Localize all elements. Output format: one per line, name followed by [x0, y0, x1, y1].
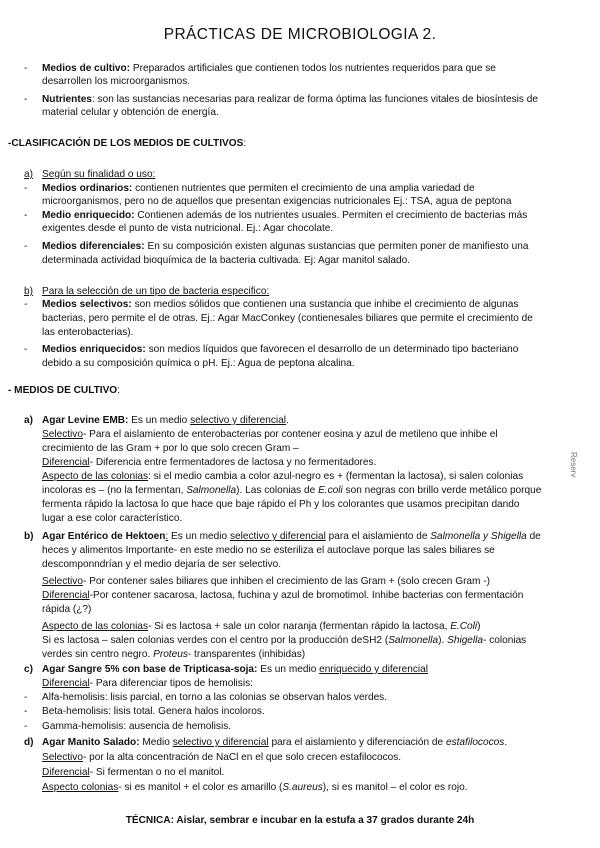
manito-aspecto — [42, 781, 468, 794]
punct: . — [286, 415, 289, 426]
subsection-a-marker — [24, 168, 33, 181]
aspecto-text: - colonias — [483, 635, 527, 646]
hektoen-diferencial-line2: rápida (¿?) — [42, 604, 92, 615]
diferencial-label: Diferencial — [42, 457, 90, 468]
medios-diferenciales-line1 — [42, 240, 528, 253]
manito-diferencial — [42, 766, 224, 779]
levine-aspecto-line2 — [42, 484, 541, 497]
manito-selectivo — [42, 751, 401, 764]
hektoen-aspecto-line1 — [42, 620, 481, 633]
punct: : — [165, 531, 169, 542]
diferencial-text: -Por contener sacarosa, lactosa, fuchina y azul de bromotimol. Inhibe bacterias con fermentación — [89, 590, 524, 601]
alfa-hemolisis: Alfa-hemolisis: lisis parcial, en torno a las colonias se observan halos verdes. — [42, 692, 388, 703]
marker-text: d) — [24, 737, 34, 748]
species-name: S.aureus — [282, 782, 323, 793]
marker-text: a) — [24, 169, 33, 180]
media-name: Agar Manito Salado: — [42, 737, 140, 748]
levine-aspecto-line1 — [42, 470, 523, 483]
beta-hemolisis: Beta-hemolisis: lisis total. Genera halos incoloros. — [42, 706, 265, 717]
item-text: Contienen además de los nutrientes usuales. Permiten el crecimiento de bacterias más — [134, 210, 528, 221]
species-name: Salmonella — [186, 485, 237, 496]
classification-heading — [8, 137, 246, 150]
item-text: son medios líquidos que favorecen el desarrollo de un determinado tipo bacteriano — [145, 344, 519, 355]
species-name: Proteus — [153, 649, 188, 660]
aspecto-text: ). — [438, 635, 448, 646]
diferencial-label: Diferencial — [42, 767, 90, 778]
list-dash: - — [24, 706, 28, 717]
item-term: Medio enriquecido: — [42, 210, 135, 221]
manito-marker — [24, 736, 34, 749]
aspecto-label: Aspecto colonias — [42, 782, 119, 793]
media-kind: selectivo y diferencial — [229, 531, 326, 542]
medios-enriquecidos-line1 — [42, 343, 518, 356]
media-intro: Es un medio — [257, 664, 320, 675]
list-dash: - — [24, 299, 28, 310]
levine-aspecto-line3: fermenta rápido la lactosa lo que hace que baje rápido el Ph y los colorantes que usamos precipitan dando — [42, 499, 520, 510]
selectivo-label: Selectivo — [42, 429, 83, 440]
media-intro: Medio — [139, 737, 173, 748]
aspecto-text: ), si es manitol – el color es rojo. — [322, 782, 468, 793]
heading-colon: : — [243, 138, 247, 149]
medios-ordinarios-line1 — [42, 182, 475, 195]
marker-text: a) — [24, 415, 33, 426]
def-term: Nutrientes — [42, 94, 92, 105]
marker-text: b) — [24, 531, 34, 542]
medios-ordinarios-line2: microorganismos, pero no de aquellos que presentan exigencias nutricionales Ej.: TSA, agua de peptona — [42, 196, 512, 207]
media-name: Agar Sangre 5% con base de Tripticasa-soja: — [42, 664, 258, 675]
media-text: para el aislamiento de — [325, 531, 431, 542]
medios-diferenciales-line2: determinada actividad bioquímica de la bacteria cultivada. Ej: Agar manitol salado. — [42, 255, 411, 266]
side-margin-text: Reserv — [569, 452, 578, 478]
media-heading — [8, 384, 120, 397]
species-name: E.coli — [318, 485, 343, 496]
subsection-a-label — [42, 168, 155, 181]
list-dash: - — [24, 241, 28, 252]
diferencial-label: Diferencial — [42, 678, 90, 689]
selectivo-label: Selectivo — [42, 752, 83, 763]
list-dash: - — [24, 94, 28, 105]
hektoen-aspecto-line3 — [42, 648, 305, 661]
media-intro: Es un medio — [128, 415, 191, 426]
hektoen-aspecto-line2 — [42, 634, 526, 647]
aspecto-text: - si es manitol + el color es amarillo ( — [118, 782, 283, 793]
selectivo-text: - Para el aislamiento de enterobacterias por contener eosina y azul de metileno que inhibe el — [82, 429, 498, 440]
species-name: Salmonella — [388, 635, 439, 646]
media-text: para el aislamiento y diferenciación de — [268, 737, 446, 748]
list-dash: - — [24, 344, 28, 355]
item-text: son medios sólidos que contienen una sustancia que inhibe el crecimiento de algunas — [131, 299, 519, 310]
marker-text: c) — [24, 664, 33, 675]
aspecto-label: Aspecto de las colonias — [42, 621, 149, 632]
aspecto-text: Si es lactosa – salen colonias verdes con el centro por la producción deSH2 ( — [42, 635, 389, 646]
sangre-marker — [24, 663, 33, 676]
list-dash: - — [24, 183, 28, 194]
species-name: Salmonella y Shigella — [430, 531, 527, 542]
sangre-diferencial — [42, 677, 253, 690]
manito-title — [42, 736, 507, 749]
item-term: Medios diferenciales: — [42, 241, 145, 252]
diferencial-text: - Diferencia entre fermentadores de lactosa y no fermentadores. — [89, 457, 377, 468]
def-medios-line2: desarrollen los microorganismos. — [42, 76, 191, 87]
label-text: Para la selección de un tipo de bacteria especifico: — [42, 286, 270, 297]
hektoen-diferencial-line1 — [42, 589, 523, 602]
subsection-b-label — [42, 285, 269, 298]
levine-title — [42, 414, 289, 427]
selectivo-text: - por la alta concentración de NaCl en el que solo crecen estafilococos. — [82, 752, 402, 763]
def-nutrientes-line1 — [42, 93, 538, 106]
item-term: Medios selectivos: — [42, 299, 132, 310]
hektoen-selectivo — [42, 575, 490, 588]
medios-selectivos-line1 — [42, 298, 518, 311]
hektoen-line3: descomponndrían y el medio dejaría de ser selectivo. — [42, 559, 282, 570]
species-name: estafilococos — [445, 737, 505, 748]
medio-enriquecido-line1 — [42, 209, 527, 222]
item-term: Medios ordinarios: — [42, 183, 133, 194]
aspecto-text: ). Las colonias de — [236, 485, 319, 496]
marker-text: b) — [24, 286, 33, 297]
hektoen-marker — [24, 530, 34, 543]
tecnica-text: TÉCNICA: Aislar, sembrar e incubar en la estufa a 37 grados durante 24h — [125, 815, 475, 826]
diferencial-label: Diferencial — [42, 590, 90, 601]
label-text: Según su finalidad o uso: — [42, 169, 156, 180]
list-dash: - — [24, 210, 28, 221]
aspecto-text: - Si es lactosa + sale un color naranja (fermentan rápido la lactosa, — [148, 621, 451, 632]
list-dash: - — [24, 692, 28, 703]
aspecto-text: - transparentes (inhibidas) — [187, 649, 306, 660]
def-text: : son las sustancias necesarias para realizar de forma óptima las funciones vitales de biosíntesis de — [91, 94, 538, 105]
subsection-b-marker — [24, 285, 33, 298]
media-kind: enriquecido y diferencial — [319, 664, 428, 675]
list-dash: - — [24, 63, 28, 74]
sangre-title — [42, 663, 428, 676]
selectivo-text: - Por contener sales biliares que inhiben el crecimiento de las Gram + (solo crecen Gram -) — [82, 576, 490, 587]
aspecto-text: verdes sin centro negro. — [42, 649, 154, 660]
diferencial-text: - Para diferenciar tipos de hemolisis: — [89, 678, 253, 689]
media-name: Agar Levine EMB: — [42, 415, 129, 426]
def-nutrientes-line2: material celular y obtención de energía. — [42, 107, 219, 118]
item-text: En su composición existen algunas sustancias que permiten poner de manifiesto una — [144, 241, 529, 252]
def-medios-line1 — [42, 62, 496, 75]
tecnica-line — [0, 814, 600, 827]
heading-text: -CLASIFICACIÓN DE LOS MEDIOS DE CULTIVOS — [8, 138, 244, 149]
aspecto-text: incoloras es – (no la fermentan, — [42, 485, 187, 496]
medios-enriquecidos-line2: debido a su composición química o pH. Ej.: Agua de peptona alcalina. — [42, 358, 355, 369]
media-kind: selectivo y diferencial — [172, 737, 269, 748]
heading-colon: : — [117, 385, 120, 396]
species-name: Shigella — [447, 635, 484, 646]
def-term: Medios de cultivo: — [42, 63, 131, 74]
levine-marker — [24, 414, 33, 427]
aspecto-label: Aspecto de las colonias — [42, 471, 149, 482]
media-text: de — [526, 531, 541, 542]
levine-aspecto-line4: lugar a ese color característico. — [42, 513, 183, 524]
medios-selectivos-line2: bacterias, pero permite el de otras. Ej.: Agar MacConkey (contienesales biliares que permite el crecimiento de — [42, 313, 533, 324]
heading-text: - MEDIOS DE CULTIVO — [8, 385, 118, 396]
media-intro: Es un medio — [168, 531, 230, 542]
item-term: Medios enriquecidos: — [42, 344, 146, 355]
selectivo-label: Selectivo — [42, 576, 83, 587]
medio-enriquecido-line2: exigentes desde el punto de vista nutricional. Ej.: Agar chocolate. — [42, 223, 334, 234]
media-name: Agar Entérico de Hektoen — [42, 531, 166, 542]
levine-selectivo-line1 — [42, 428, 498, 441]
item-text: contienen nutrientes que permiten el crecimiento de una amplia variedad de — [132, 183, 475, 194]
hektoen-title — [42, 530, 541, 543]
list-dash: - — [24, 721, 28, 732]
aspecto-text: ) — [477, 621, 481, 632]
aspecto-text: : si el medio cambia a color azul-negro es + (fermentan la lactosa), si salen colonias — [148, 471, 524, 482]
media-kind: selectivo y diferencial — [190, 415, 287, 426]
hektoen-line2: heces y alimentos Importante- en este medio no se esteriliza el autoclave porque las sales biliares se — [42, 545, 495, 556]
diferencial-text: - Si fermentan o no el manitol. — [89, 767, 225, 778]
punct: . — [504, 737, 508, 748]
levine-selectivo-line2: crecimiento de las Gram + por lo que solo crecen Gram – — [42, 443, 299, 454]
page-title: PRÁCTICAS DE MICROBIOLOGIA 2. — [163, 26, 437, 43]
def-text: Preparados artificiales que contienen todos los nutrientes requeridos para que se — [130, 63, 496, 74]
aspecto-text: son negras con brillo verde metálico porque — [342, 485, 542, 496]
medios-selectivos-line3: las enterobacterias). — [42, 327, 134, 338]
levine-diferencial — [42, 456, 376, 469]
species-name: E.Coli — [450, 621, 478, 632]
gamma-hemolisis: Gamma-hemolisis: ausencia de hemolisis. — [42, 721, 232, 732]
